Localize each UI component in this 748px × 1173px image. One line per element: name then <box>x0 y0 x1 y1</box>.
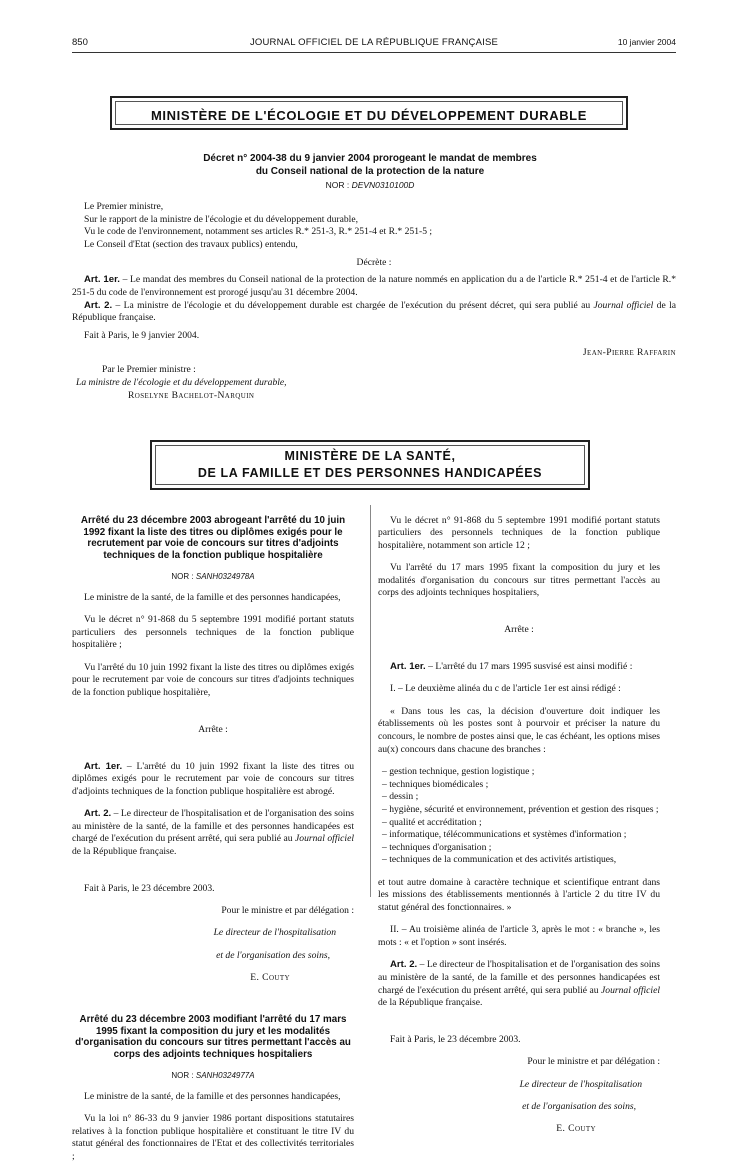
ministry-heading-health <box>150 440 590 490</box>
visa-line: Le Conseil d'Etat (section des travaux publics) entendu, <box>84 238 298 250</box>
arrete-2-p1: Le ministre de la santé, de la famille et des personnes handicapées, <box>84 1090 341 1102</box>
nor-label: NOR : <box>171 1070 194 1080</box>
ministry-heading-line2: DE LA FAMILLE ET DES PERSONNES HANDICAPÉES <box>197 466 543 480</box>
list-item: – gestion technique, gestion logistique ; <box>382 765 535 777</box>
article-2-label: Art. 2. <box>84 299 113 311</box>
article-1-label: Art. 1er. <box>390 661 426 673</box>
arrete-label: Arrête : <box>504 624 534 636</box>
page-number: 850 <box>72 37 88 48</box>
signature-title: Le directeur de l'hospitalisation <box>519 1078 642 1090</box>
nor-code: SANH0324978A <box>195 571 255 581</box>
article-2-text: – Le directeur de l'hospitalisation et de l'organisation des soins au ministère de la santé, de la famille et des personnes handicapées est chargé de l'exécution du présent arrêté, qui sera publié au <box>378 959 660 996</box>
article-2-text: – La ministre de l'écologie et du développement durable est chargée de l'exécution du présent décret, qui sera publié au <box>112 299 594 311</box>
done-at: Fait à Paris, le 23 décembre 2003. <box>84 882 215 894</box>
signature-title: et de l'organisation des soins, <box>522 1100 636 1112</box>
arrete-2-title: Arrêté du 23 décembre 2003 modifiant l'arrêté du 17 mars 1995 fixant la composition du jury et les modalités d'organisation du concours sur titres permettant l'accès au corps des adjoints techniques hospitaliers <box>75 1013 351 1061</box>
header-rule <box>72 52 676 53</box>
visa-line: Vu le code de l'environnement, notamment ses articles R.* 251-3, R.* 251-4 et R.* 251-5 ; <box>84 226 433 238</box>
minister-title: La ministre de l'écologie et du développement durable, <box>76 376 287 388</box>
journal-officiel-ref: Journal officiel <box>593 299 654 311</box>
article-1-label: Art. 1er. <box>84 274 120 286</box>
arrete-1-p1: Le ministre de la santé, de la famille et des personnes handicapées, <box>84 591 341 603</box>
article-1 <box>72 274 676 299</box>
column-divider <box>370 505 371 897</box>
arrete-2-point-i: I. – Le deuxième alinéa du c de l'article 1er est ainsi rédigé : <box>390 683 621 695</box>
signature-title: et de l'organisation des soins, <box>216 949 330 961</box>
list-item: – informatique, télécommunications et systèmes d'information ; <box>382 829 627 841</box>
decree-title-line2: du Conseil national de la protection de la nature <box>255 165 485 177</box>
left-column <box>72 505 354 1173</box>
signature-title: Le directeur de l'hospitalisation <box>213 927 336 939</box>
ministry-heading-text: MINISTÈRE DE L'ÉCOLOGIE ET DU DÉVELOPPEMENT DURABLE <box>151 108 587 123</box>
article-1-label: Art. 1er. <box>84 760 123 772</box>
arrete-2-p2: Vu la loi n° 86-33 du 9 janvier 1986 portant dispositions statutaires relatives à la fonction publique hospitalière et constituant le titre IV du statut général des fonctionnaires de l'Etat et des collectivités territoriales ; <box>72 1113 354 1163</box>
arrete-1-article-2 <box>72 808 354 859</box>
arrete-2-point-ii: II. – Au troisième alinéa de l'article 3, après le mot : « branche », les mots : « et l'option » sont insérés. <box>378 924 660 948</box>
journal-officiel-ref: Journal officiel <box>601 984 660 996</box>
signature-name: E. Couty <box>250 971 290 983</box>
nor-label: NOR : <box>171 571 194 581</box>
journal-title: JOURNAL OFFICIEL DE LA RÉPUBLIQUE FRANÇAISE <box>249 37 499 48</box>
arrete-2-p4: Vu l'arrêté du 17 mars 1995 fixant la composition du jury et les modalités d'organisation du concours sur titres permettant l'accès au corps des adjoints techniques hospitaliers, <box>378 562 660 599</box>
signatory: Jean-Pierre Raffarin <box>582 346 676 358</box>
arrete-1-title: Arrêté du 23 décembre 2003 abrogeant l'arrêté du 10 juin 1992 fixant la liste des titres ou diplômes exigés pour le recrutement par voie de concours sur titres d'adjoints techniques de la fonction publique hospitalière <box>80 514 346 562</box>
arrete-label: Arrête : <box>198 723 228 735</box>
done-at: Fait à Paris, le 9 janvier 2004. <box>84 329 200 341</box>
done-at: Fait à Paris, le 23 décembre 2003. <box>390 1034 521 1045</box>
list-item: – dessin ; <box>382 791 419 803</box>
list-item: – techniques d'organisation ; <box>382 841 492 853</box>
journal-officiel-ref: Journal officiel <box>295 833 354 845</box>
list-item: – techniques de la communication et des activités artistiques, <box>382 854 617 866</box>
arrete-2-p3: Vu le décret n° 91-868 du 5 septembre 1991 modifié portant statuts particuliers des personnels techniques de la fonction publique hospitalière, notamment son article 12 ; <box>378 514 660 551</box>
article-1-text: – Le mandat des membres du Conseil national de la protection de la nature nommés en application du a de l'article R.* 251-4 et de l'article R.* 251-5 du code de l'environnement est prorogé jusqu'au 31 décembre 2004. <box>72 274 676 298</box>
arrete-1-nor <box>72 572 354 583</box>
arrete-2-after-list: et tout autre domaine à caractère technique et scientifique entrant dans les missions des établissements mentionnés à l'article 2 du titre IV du statut général des fonctionnaires. » <box>378 876 660 914</box>
article-2-label: Art. 2. <box>390 959 418 971</box>
issue-date: 10 janvier 2004 <box>617 37 676 47</box>
right-column <box>378 505 660 1145</box>
visa-line: Le Premier ministre, <box>84 201 164 212</box>
nor-label: NOR : <box>325 180 350 190</box>
minister-name: Roselyne Bachelot-Narquin <box>128 389 255 401</box>
arrete-1-article-1 <box>72 761 354 799</box>
article-2-label: Art. 2. <box>84 808 112 820</box>
ministry-heading-ecology <box>110 96 628 130</box>
article-2-text: – Le directeur de l'hospitalisation et de l'organisation des soins au ministère de la santé, de la famille et des personnes handicapées est chargé de l'exécution du présent arrêté, qui sera publié au <box>72 808 354 845</box>
nor-code: SANH0324977A <box>195 1070 255 1080</box>
article-1-text: – L'arrêté du 10 juin 1992 fixant la liste des titres ou diplômes exigés pour le recrutement par voie de concours sur titres d'adjoints techniques de la fonction publique hospitalière est abrogé. <box>72 760 354 797</box>
article-2-text-end: de la République française. <box>72 846 177 858</box>
list-item: – qualité et accréditation ; <box>382 816 482 828</box>
decree-body <box>72 201 676 402</box>
visa-line: Sur le rapport de la ministre de l'écologie et du développement durable, <box>84 213 358 225</box>
article-2-text-end: de la République française. <box>378 997 483 1009</box>
decree-title <box>120 153 620 178</box>
arrete-1-p3: Vu l'arrêté du 10 juin 1992 fixant la liste des titres ou diplômes exigés pour le recrutement par voie de concours sur titres d'adjoints techniques de la fonction publique hospitalière, <box>72 661 354 698</box>
branch-list <box>378 766 660 867</box>
decree-title-line1: Décret n° 2004-38 du 9 janvier 2004 prorogeant le mandat de membres <box>203 153 537 164</box>
list-item: – techniques biomédicales ; <box>382 778 489 790</box>
article-2-text-end: de la République française. <box>72 299 676 324</box>
article-1-text: – L'arrêté du 17 mars 1995 susvisé est ainsi modifié : <box>425 661 633 673</box>
arrete-1-p2: Vu le décret n° 91-868 du 5 septembre 1991 modifié portant statuts particuliers des personnels techniques de la fonction publique hospitalière ; <box>72 613 354 651</box>
signature-name: E. Couty <box>556 1123 596 1134</box>
arrete-2-nor <box>72 1071 354 1082</box>
running-header <box>72 37 676 51</box>
list-item: – hygiène, sécurité et environnement, prévention et gestion des risques ; <box>382 803 659 815</box>
arrete-2-article-1 <box>378 661 660 674</box>
ministry-heading-line1: MINISTÈRE DE LA SANTÉ, <box>284 449 456 463</box>
signature-line: Pour le ministre et par délégation : <box>527 1056 660 1068</box>
nor-code: DEVN0310100D <box>351 180 415 190</box>
par-le-premier-ministre: Par le Premier ministre : <box>102 364 196 376</box>
arrete-2-quote: « Dans tous les cas, la décision d'ouverture doit indiquer les établissements où les postes sont à pourvoir et préciser la nature du concours, le nombre de postes ainsi que, le cas échéant, les options mises au(x) concours dans chacune des branches : <box>378 705 660 755</box>
decree-nor <box>120 180 620 191</box>
decrete-label: Décrète : <box>356 256 392 268</box>
article-2 <box>72 300 676 325</box>
signature-line: Pour le ministre et par délégation : <box>221 905 354 917</box>
arrete-2-article-2 <box>378 959 660 1010</box>
